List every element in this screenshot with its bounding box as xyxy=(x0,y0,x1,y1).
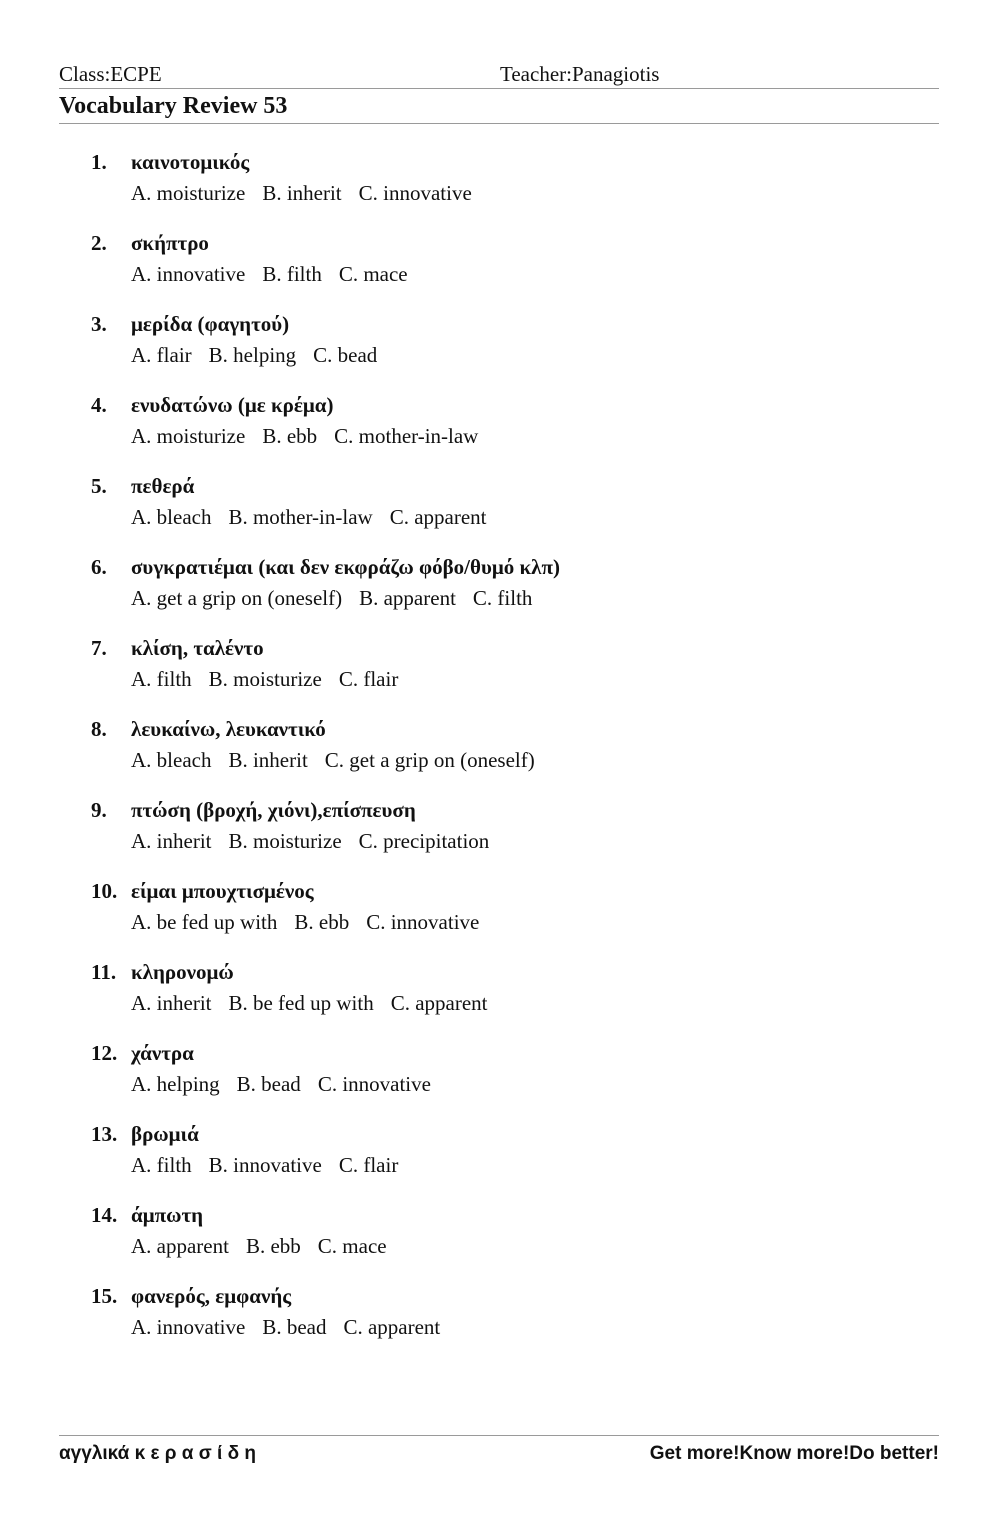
question-item xyxy=(59,231,939,312)
question-number: 12. xyxy=(91,1041,118,1065)
answer-option[interactable]: A. filth xyxy=(131,667,192,691)
answer-option[interactable]: C. flair xyxy=(338,1153,399,1177)
answer-option[interactable]: A. innovative xyxy=(131,262,246,286)
answer-option[interactable]: A. bleach xyxy=(131,505,212,529)
question-item xyxy=(59,960,939,1041)
question-item xyxy=(59,1284,939,1365)
footer-brand: αγγλικά κ ε ρ α σ ί δ η xyxy=(59,1443,256,1464)
answer-option[interactable]: B. moisturize xyxy=(228,829,342,853)
answer-option[interactable]: A. inherit xyxy=(131,829,212,853)
question-prompt: βρωμιά xyxy=(131,1122,199,1146)
question-prompt: λευκαίνω, λευκαντικό xyxy=(131,717,326,741)
page-title: Vocabulary Review 53 xyxy=(59,93,939,124)
question-item xyxy=(59,555,939,636)
question-item xyxy=(59,1122,939,1203)
answer-option[interactable]: C. flair xyxy=(338,667,399,691)
answer-options xyxy=(131,1072,448,1097)
question-prompt: συγκρατιέμαι (και δεν εκφράζω φόβο/θυμό κλπ) xyxy=(131,555,560,579)
question-item xyxy=(59,150,939,231)
answer-option[interactable]: C. innovative xyxy=(366,910,480,934)
answer-options xyxy=(131,829,506,854)
answer-option[interactable]: A. helping xyxy=(131,1072,220,1096)
question-number: 2. xyxy=(91,231,107,255)
answer-option[interactable]: C. mace xyxy=(317,1234,387,1258)
answer-options xyxy=(131,1234,404,1259)
question-number: 3. xyxy=(91,312,107,336)
footer-slogan: Get more!Know more!Do better! xyxy=(649,1443,939,1464)
page-footer xyxy=(59,1435,939,1468)
answer-option[interactable]: B. bead xyxy=(262,1315,327,1339)
answer-option[interactable]: C. apparent xyxy=(390,991,488,1015)
answer-option[interactable]: A. get a grip on (oneself) xyxy=(131,586,343,610)
answer-options xyxy=(131,262,425,287)
answer-option[interactable]: B. filth xyxy=(262,262,322,286)
question-number: 6. xyxy=(91,555,107,579)
answer-option[interactable]: B. inherit xyxy=(262,181,342,205)
question-prompt: χάντρα xyxy=(131,1041,194,1065)
question-prompt: σκήπτρο xyxy=(131,231,209,255)
question-number: 14. xyxy=(91,1203,118,1227)
question-prompt: είμαι μπουχτισμένος xyxy=(131,879,314,903)
answer-option[interactable]: A. be fed up with xyxy=(131,910,278,934)
question-number: 4. xyxy=(91,393,107,417)
answer-options xyxy=(131,991,505,1016)
answer-options xyxy=(131,424,495,449)
answer-option[interactable]: C. get a grip on (oneself) xyxy=(324,748,535,772)
question-list xyxy=(59,150,939,1365)
question-prompt: κλίση, ταλέντο xyxy=(131,636,264,660)
answer-option[interactable]: A. moisturize xyxy=(131,424,246,448)
answer-option[interactable]: B. bead xyxy=(236,1072,301,1096)
answer-option[interactable]: C. apparent xyxy=(343,1315,441,1339)
question-item xyxy=(59,879,939,960)
answer-option[interactable]: C. apparent xyxy=(389,505,487,529)
answer-options xyxy=(131,667,415,692)
question-number: 7. xyxy=(91,636,107,660)
question-number: 10. xyxy=(91,879,118,903)
answer-options xyxy=(131,343,394,368)
answer-option[interactable]: A. moisturize xyxy=(131,181,246,205)
question-item xyxy=(59,474,939,555)
question-item xyxy=(59,393,939,474)
answer-option[interactable]: C. filth xyxy=(472,586,533,610)
question-prompt: άμπωτη xyxy=(131,1203,204,1227)
answer-option[interactable]: B. ebb xyxy=(294,910,350,934)
question-number: 15. xyxy=(91,1284,118,1308)
answer-option[interactable]: A. filth xyxy=(131,1153,192,1177)
question-prompt: καινοτομικός xyxy=(131,150,250,174)
answer-option[interactable]: C. mother-in-law xyxy=(334,424,479,448)
question-number: 1. xyxy=(91,150,107,174)
question-number: 9. xyxy=(91,798,107,822)
page-header xyxy=(59,62,939,89)
question-prompt: πτώση (βροχή, χιόνι),επίσπευση xyxy=(131,798,416,822)
class-label: Class:ECPE xyxy=(59,62,162,86)
answer-option[interactable]: B. innovative xyxy=(208,1153,322,1177)
answer-option[interactable]: C. innovative xyxy=(317,1072,431,1096)
question-number: 13. xyxy=(91,1122,118,1146)
answer-option[interactable]: B. apparent xyxy=(359,586,456,610)
answer-options xyxy=(131,505,503,530)
answer-options xyxy=(131,748,552,773)
question-item xyxy=(59,636,939,717)
question-prompt: φανερός, εμφανής xyxy=(131,1284,292,1308)
answer-option[interactable]: B. moisturize xyxy=(208,667,322,691)
question-prompt: πεθερά xyxy=(131,474,195,498)
answer-option[interactable]: C. mace xyxy=(338,262,408,286)
answer-option[interactable]: B. ebb xyxy=(245,1234,301,1258)
answer-options xyxy=(131,1315,457,1340)
question-item xyxy=(59,312,939,393)
answer-option[interactable]: A. innovative xyxy=(131,1315,246,1339)
answer-options xyxy=(131,181,489,206)
question-number: 11. xyxy=(91,960,117,984)
question-prompt: ενυδατώνω (με κρέμα) xyxy=(131,393,334,417)
answer-option[interactable]: C. innovative xyxy=(358,181,472,205)
teacher-label: Teacher:Panagiotis xyxy=(500,62,660,86)
answer-options xyxy=(131,910,496,935)
answer-option[interactable]: A. bleach xyxy=(131,748,212,772)
answer-option[interactable]: B. inherit xyxy=(228,748,308,772)
answer-option[interactable]: A. apparent xyxy=(131,1234,229,1258)
question-item xyxy=(59,798,939,879)
question-number: 5. xyxy=(91,474,107,498)
question-prompt: κληρονομώ xyxy=(131,960,234,984)
answer-options xyxy=(131,1153,415,1178)
answer-option[interactable]: B. ebb xyxy=(262,424,318,448)
question-number: 8. xyxy=(91,717,107,741)
answer-option[interactable]: B. helping xyxy=(208,343,297,367)
question-item xyxy=(59,717,939,798)
answer-option[interactable]: C. bead xyxy=(313,343,378,367)
question-prompt: μερίδα (φαγητού) xyxy=(131,312,290,336)
answer-option[interactable]: A. flair xyxy=(131,343,192,367)
question-item xyxy=(59,1203,939,1284)
answer-option[interactable]: C. precipitation xyxy=(358,829,490,853)
question-item xyxy=(59,1041,939,1122)
answer-option[interactable]: B. mother-in-law xyxy=(228,505,373,529)
answer-option[interactable]: A. inherit xyxy=(131,991,212,1015)
answer-option[interactable]: B. be fed up with xyxy=(228,991,374,1015)
answer-options xyxy=(131,586,549,611)
